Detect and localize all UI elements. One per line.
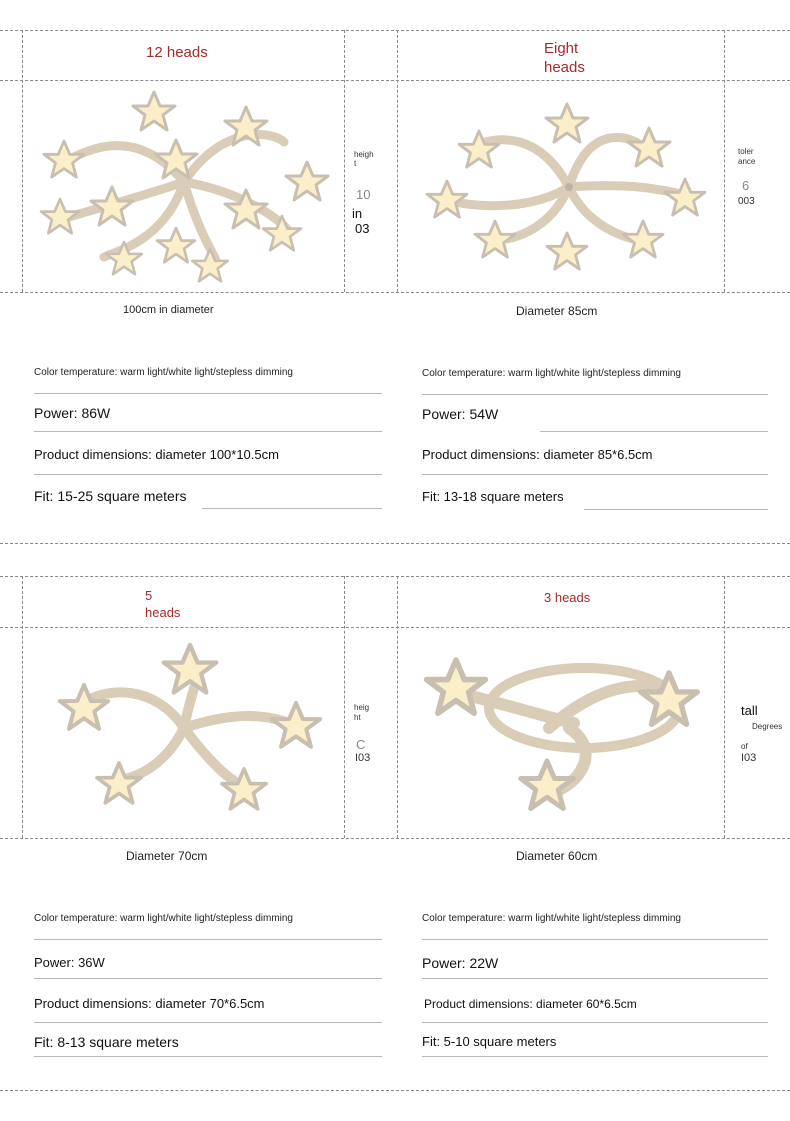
- spec-underline: [540, 431, 768, 432]
- side-label: 10: [356, 187, 371, 202]
- spec-underline: [422, 978, 768, 979]
- color-temperature: Color temperature: warm light/white light/stepless dimming: [422, 913, 681, 924]
- spec-underline: [34, 978, 382, 979]
- spec-underline: [34, 1022, 382, 1023]
- grid-line: [22, 30, 23, 292]
- side-label: toler: [738, 147, 754, 156]
- spec-underline: [202, 508, 382, 509]
- side-label: 003: [738, 196, 755, 207]
- side-label: ht: [354, 713, 361, 722]
- section-divider: [0, 543, 790, 544]
- spec-underline: [422, 1056, 768, 1057]
- spec-underline: [584, 509, 768, 510]
- power-spec: Power: 86W: [34, 405, 111, 421]
- diameter-caption: Diameter 85cm: [516, 304, 598, 318]
- side-label: t: [354, 159, 357, 168]
- side-label: in: [352, 206, 363, 221]
- product-title: 3 heads: [544, 590, 591, 605]
- fit-spec: Fit: 8-13 square meters: [34, 1034, 179, 1050]
- side-label: 6: [742, 178, 750, 193]
- side-label: of: [741, 742, 748, 751]
- star-ceiling-lamp-8-heads-icon: [399, 82, 724, 292]
- grid-line: [397, 30, 398, 292]
- grid-line: [0, 30, 790, 31]
- side-label: Degrees: [752, 722, 783, 731]
- grid-line: [0, 292, 790, 293]
- side-label: C: [356, 737, 366, 752]
- product-title: 5 heads: [145, 588, 181, 620]
- grid-line: [344, 576, 345, 838]
- color-temperature: Color temperature: warm light/white light/stepless dimming: [34, 367, 293, 378]
- fit-spec: Fit: 5-10 square meters: [422, 1034, 557, 1049]
- spec-underline: [34, 939, 382, 940]
- spec-underline: [34, 431, 382, 432]
- grid-line: [724, 30, 725, 292]
- dimensions-spec: Product dimensions: diameter 100*10.5cm: [34, 447, 279, 462]
- side-label: I03: [741, 752, 757, 764]
- color-temperature: Color temperature: warm light/white light/stepless dimming: [34, 913, 293, 924]
- star-ceiling-lamp-5-heads-icon: [24, 628, 344, 838]
- power-spec: Power: 22W: [422, 955, 499, 971]
- power-spec: Power: 36W: [34, 955, 105, 970]
- side-label: heigh: [354, 150, 374, 159]
- star-ceiling-lamp-3-heads-icon: [399, 628, 724, 838]
- grid-line: [724, 576, 725, 838]
- grid-line: [0, 80, 790, 81]
- side-label: tall: [741, 703, 758, 718]
- dimensions-spec: Product dimensions: diameter 70*6.5cm: [34, 996, 265, 1011]
- dimensions-spec: Product dimensions: diameter 85*6.5cm: [422, 447, 653, 462]
- spec-underline: [422, 1022, 768, 1023]
- color-temperature: Color temperature: warm light/white light/stepless dimming: [422, 368, 681, 379]
- side-label: ance: [738, 157, 756, 166]
- product-title: Eight heads: [544, 40, 585, 76]
- dimensions-spec: Product dimensions: diameter 60*6.5cm: [424, 997, 637, 1011]
- grid-line: [0, 838, 790, 839]
- power-spec: Power: 54W: [422, 406, 499, 422]
- section-divider: [0, 1090, 790, 1091]
- spec-underline: [34, 474, 382, 475]
- diameter-caption: Diameter 60cm: [516, 849, 598, 863]
- spec-underline: [422, 474, 768, 475]
- diameter-caption: Diameter 70cm: [126, 849, 208, 863]
- fit-spec: Fit: 13-18 square meters: [422, 489, 564, 504]
- diameter-caption: 100cm in diameter: [123, 304, 214, 316]
- grid-line: [0, 576, 790, 577]
- spec-underline: [34, 1056, 382, 1057]
- side-label: I03: [355, 752, 371, 764]
- side-label: heig: [354, 703, 370, 712]
- spec-underline: [422, 939, 768, 940]
- grid-line: [397, 576, 398, 838]
- spec-underline: [422, 394, 768, 395]
- star-ceiling-lamp-12-heads-icon: [24, 82, 344, 292]
- side-label: 03: [355, 221, 370, 236]
- product-title: 12 heads: [146, 44, 208, 61]
- spec-underline: [34, 393, 382, 394]
- grid-line: [22, 576, 23, 838]
- fit-spec: Fit: 15-25 square meters: [34, 488, 187, 504]
- grid-line: [344, 30, 345, 292]
